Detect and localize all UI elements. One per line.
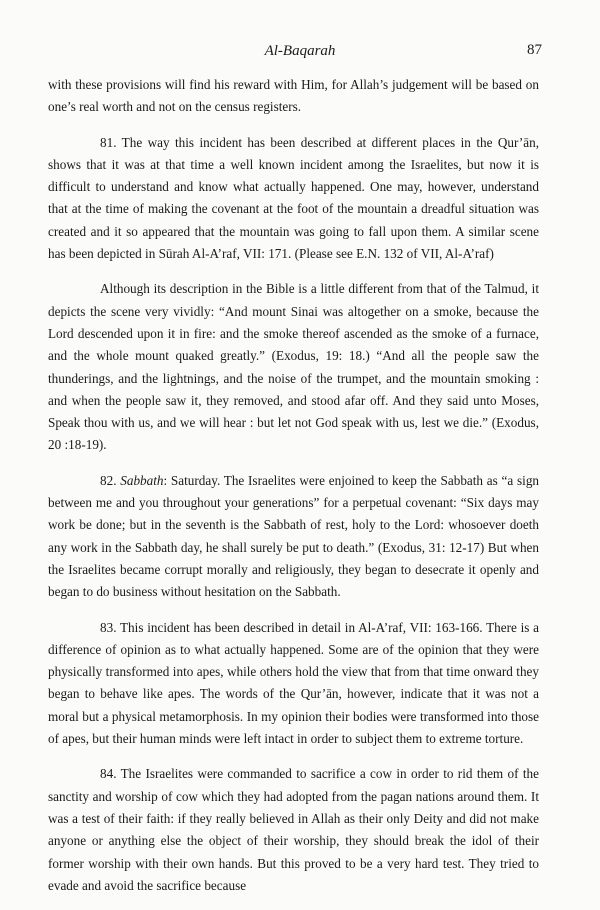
paragraph-bible-description: Although its description in the Bible is a little different from that of the Talmud, it depicts the scene very vividly: “And mount Sinai was altogether on a smoke, because the Lord descended upon it in fire: and the smoke thereof ascended as the smoke of a furnace, and the whole mount quaked greatly.” (Exodus, 19: 18.) “And all the people saw the thunderings, and the lightnings, and the noise of the trumpet, and the mountain smoking : and when the people saw it, they removed, and stood afar off. And they said unto Moses, Speak thou with us, and we will hear : but let not God speak with us, lest we die.” (Exodus, 20 :18-19).: [48, 281, 539, 453]
running-header-title: Al-Baqarah: [264, 43, 336, 59]
page-number: 87: [527, 42, 542, 58]
paragraph-continued: with these provisions will find his reward with Him, for Allah’s judgement will be based on one’s real worth and not on the census registers.: [48, 77, 539, 115]
body-text: [48, 74, 539, 910]
note-term: Sabbath: [120, 472, 164, 488]
paragraph-note-83: 83. This incident has been described in detail in Al-A’raf, VII: 163-166. There is a difference of opinion as to what actually happened. Some are of the opinion that they were physically transformed into apes, while others hold the view that from that time onward they began to behave like apes. The words of the Qur’ān, however, indicate that it was not a moral but a physical metamorphosis. In my opinion their bodies were transformed into those of apes, but their human minds were left intact in order to subject them to extreme torture.: [48, 619, 539, 747]
note-number: 82.: [100, 472, 121, 488]
paragraph-note-81: 81. The way this incident has been described at different places in the Qur’ān, shows that it was at that time a well known incident among the Israelites, but now it is difficult to understand and know what actually happened. One may, however, understand that at the time of making the covenant at the foot of the mountain a dreadful situation was created and it so appeared that the mountain was going to fall upon them. A similar scene has been depicted in Sūrah Al-A’raf, VII: 171. (Please see E.N. 132 of VII, Al-A’raf): [48, 134, 539, 262]
note-body: : Saturday. The Israelites were enjoined to keep the Sabbath as “a sign between me and you throughout your generations” for a perpetual covenant: “Six days may work be done; but in the seventh is the Sabbath of rest, holy to the Lord: whosoever doeth any work in the Sabbath day, he shall surely be put to death.” (Exodus, 31: 12-17) But when the Israelites became corrupt morally and religiously, they began to desecrate it openly and began to do business without hesitation on the Sabbath.: [48, 472, 540, 600]
paragraph-note-82: [48, 470, 539, 604]
paragraph-note-84: 84. The Israelites were commanded to sacrifice a cow in order to rid them of the sanctity and worship of cow which they had adopted from the pagan nations around them. It was a test of their faith: if they really believed in Allah as their only Deity and did not make anyone or anything else the object of their worship, they should break the idol of their former worship with their own hands. But this proved to be a very hard test. They tried to evade and avoid the sacrifice because: [48, 766, 539, 893]
